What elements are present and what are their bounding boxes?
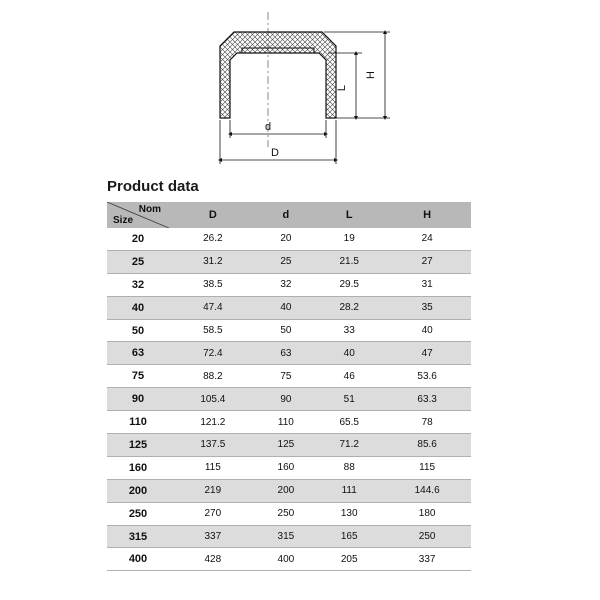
- table-row: [107, 342, 471, 365]
- value-cell: 40: [343, 347, 355, 359]
- value-cell: 205: [340, 553, 358, 565]
- value-cell: 200: [277, 485, 295, 497]
- value-cell: 29.5: [339, 279, 359, 291]
- value-cell: 110: [277, 416, 294, 428]
- size-cell: 90: [131, 393, 145, 406]
- table-body: [107, 228, 471, 571]
- value-cell: 337: [418, 553, 436, 565]
- table-row: [107, 434, 471, 457]
- value-cell: 21.5: [339, 256, 359, 268]
- value-cell: 47: [421, 347, 433, 359]
- dim-D-label: D: [271, 147, 279, 159]
- value-cell: 88: [343, 462, 355, 474]
- size-cell: 200: [128, 484, 148, 497]
- table-row: [107, 525, 471, 548]
- value-cell: 63: [280, 347, 292, 359]
- table-row: [107, 273, 471, 296]
- value-cell: 270: [204, 508, 222, 520]
- value-cell: 38.5: [203, 279, 223, 291]
- cap-section: [220, 32, 336, 118]
- value-cell: 180: [418, 508, 436, 520]
- size-cell: 40: [131, 301, 145, 314]
- value-cell: 115: [419, 462, 436, 474]
- dim-L-label: L: [336, 84, 348, 92]
- table-row: [107, 411, 471, 434]
- value-cell: 428: [204, 553, 222, 565]
- dim-H-label: H: [365, 71, 377, 79]
- table-header-row: [107, 202, 471, 228]
- value-cell: 90: [280, 393, 292, 405]
- value-cell: 315: [277, 531, 295, 543]
- value-cell: 130: [340, 508, 358, 520]
- value-cell: 58.5: [203, 325, 223, 336]
- size-cell: 110: [129, 416, 147, 429]
- size-cell: 315: [128, 530, 148, 543]
- table-row: [107, 228, 471, 250]
- value-cell: 53.6: [417, 370, 437, 382]
- value-cell: 19: [343, 233, 355, 245]
- table-row: [107, 319, 471, 342]
- value-cell: 337: [204, 531, 222, 543]
- size-cell: 160: [128, 461, 148, 474]
- size-cell: 32: [131, 278, 145, 291]
- column-header: d: [282, 209, 290, 221]
- value-cell: 20: [280, 233, 292, 245]
- value-cell: 51: [343, 393, 355, 405]
- value-cell: 111: [341, 485, 357, 497]
- value-cell: 31: [421, 279, 433, 291]
- value-cell: 71.2: [339, 439, 359, 451]
- column-header: H: [423, 209, 432, 221]
- table-row: [107, 388, 471, 411]
- table-row: [107, 365, 471, 388]
- value-cell: 250: [277, 508, 295, 520]
- size-cell: 25: [131, 255, 145, 268]
- size-cell: 250: [128, 507, 148, 520]
- size-cell: 125: [128, 438, 148, 451]
- value-cell: 32: [280, 279, 292, 291]
- value-cell: 105.4: [200, 393, 226, 405]
- value-cell: 27: [421, 256, 433, 268]
- value-cell: 47.4: [203, 302, 223, 314]
- value-cell: 85.6: [417, 439, 437, 451]
- corner-nom-label: Nom: [138, 204, 161, 215]
- value-cell: 219: [204, 485, 222, 497]
- column-header: L: [345, 209, 353, 221]
- dim-d-label: d: [264, 121, 272, 133]
- value-cell: 144.6: [414, 485, 440, 497]
- size-cell: 20: [131, 232, 145, 245]
- value-cell: 115: [204, 462, 221, 474]
- value-cell: 75: [280, 370, 292, 382]
- value-cell: 46: [343, 370, 355, 382]
- column-header: D: [208, 209, 217, 221]
- size-cell: 63: [131, 347, 145, 360]
- size-cell: 400: [128, 553, 148, 566]
- size-cell: 50: [131, 324, 145, 337]
- section-title: Product data: [107, 178, 199, 195]
- value-cell: 50: [280, 325, 292, 336]
- table-row: [107, 479, 471, 502]
- table-row: [107, 250, 471, 273]
- table-row: [107, 502, 471, 525]
- table-row: [107, 456, 471, 479]
- value-cell: 88.2: [203, 370, 223, 382]
- corner-cell: [107, 202, 169, 228]
- value-cell: 24: [421, 233, 433, 245]
- value-cell: 40: [280, 302, 292, 314]
- size-cell: 75: [131, 370, 145, 383]
- value-cell: 33: [343, 325, 355, 336]
- product-data-table: [107, 202, 471, 571]
- table-row: [107, 296, 471, 319]
- value-cell: 72.4: [203, 347, 223, 359]
- value-cell: 40: [421, 325, 433, 336]
- value-cell: 137.5: [200, 439, 226, 451]
- value-cell: 31.2: [203, 256, 223, 268]
- value-cell: 121.2: [200, 416, 226, 428]
- value-cell: 65.5: [339, 416, 359, 428]
- value-cell: 78: [421, 416, 433, 428]
- value-cell: 26.2: [203, 233, 223, 245]
- value-cell: 35: [421, 302, 433, 314]
- value-cell: 125: [277, 439, 295, 451]
- value-cell: 28.2: [339, 302, 359, 314]
- value-cell: 400: [277, 553, 295, 565]
- table-row: [107, 548, 471, 571]
- value-cell: 165: [340, 531, 358, 543]
- corner-size-label: Size: [113, 215, 134, 226]
- value-cell: 160: [277, 462, 295, 474]
- end-cap-drawing: [200, 12, 400, 177]
- value-cell: 63.3: [417, 393, 437, 405]
- value-cell: 25: [280, 256, 292, 268]
- value-cell: 250: [418, 531, 436, 543]
